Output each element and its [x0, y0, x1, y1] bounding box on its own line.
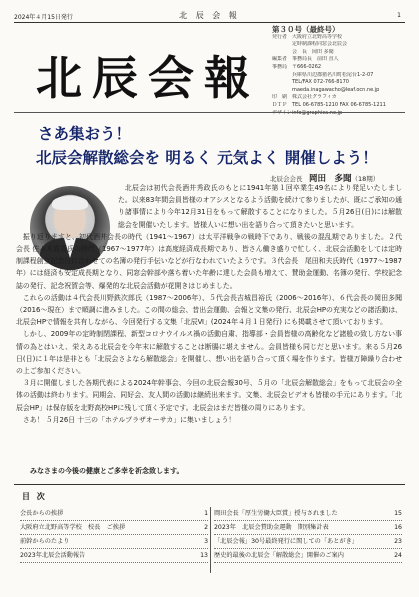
paragraph: 振り返りますと、初代酒井会長の時代（1941～1967）は太平洋戦争の戦時下であり、戦後の混乱期でありました。２代会長 佐々木真喜氏の時代（1967～1977年）は高度経済成長期であり、皆さん働き盛りで忙しく、北辰会活動をしては定時制課程創立記念日に合わせての名簿の発行手伝いなどが行なわれていたようです。３代会長 尾田和夫氏時代（1977～1987年）には経済も安定成長期となり、同窓会幹部や落ち着いた年齢に達した会員も増えて、賛助金運動、名簿の発行、学校記念誌の発行、記念祝賀会等、爆発的な北辰会活動が花開きはじめました。 [16, 232, 402, 290]
table-of-contents [14, 484, 405, 583]
issue-row: TEL/FAX 072-766-8170 [292, 79, 349, 86]
issue-row: 会 長 岡田 多聞 [292, 48, 334, 55]
toc-item[interactable]: 岡田会長「厚生労働大臣賞」授与されました 15 [214, 507, 402, 521]
issue-row: maeda.inagawacho@leaf.ocn.ne.jp [292, 86, 380, 93]
issue-row: ＤＴＰ TEL 06-6785-1210 FAX 06-6785-1211 [272, 101, 386, 108]
headline-line-1: さあ集おう！ [38, 125, 132, 143]
issue-info-box [272, 26, 408, 117]
masthead-title: 北辰会報 [36, 51, 260, 105]
toc-item[interactable]: 2023年 北辰会賛助金運動 期別集計表 16 [214, 521, 402, 535]
headline-rule [14, 112, 405, 113]
issue-row: 編集者 事務局長 前田 直人 [272, 56, 339, 63]
issue-row: 兵庫県川辺郡猪名川町松尾台1-2-07 [292, 71, 374, 78]
headline-line-2: 北辰会解散総会を 明るく 元気よく 開催しよう！ [36, 149, 378, 167]
toc-divider [210, 507, 211, 573]
closing-line: みなさまの今後の健康とご多幸を祈念致します。 [30, 467, 184, 475]
issue-row: 印 刷 株式会社グラフィカ [272, 94, 337, 101]
toc-left-column [20, 507, 208, 563]
paper-name: 北 辰 会 報 [179, 11, 240, 20]
page-number: 1 [397, 12, 401, 19]
toc-title: 目 次 [22, 492, 47, 501]
paragraph: さあ！ ５月26日 十三の「ホテルプラザオーサカ」に集いましょう！ [22, 415, 236, 424]
paragraph: これらの活動は４代会長川野鉄次郎氏（1987～2006年）、５代会長吉城昌裕氏（2006～2016年）、６代会長の岡田多聞（2016～現在）まで順調に進みました。この間の総会、昔出会運動、会報と文集の発行、北辰会HPの充実などの諸活動は、北辰会HPで情報を共有しながら、今回発行する文集「北辰Ⅵ」(2024年４月１日発行) にも掲載させて頂いております。 [16, 293, 402, 327]
paragraph: しかし、2009年の定時制閉課程、新型コロナウイルス禍の活動自粛、指導部・会員皆様の高齢化など諸般の致し方ない事情の為とはいえ、栄えある北辰会を今年末に解散することは断腸に堪えません。会員皆様も同じだと思います。来る５月26日(日)に１年は是非とも「北辰会さよなら解散総会」を開催し、想い出を語り合って頂く場を作ります。皆様万障繰り合わせの上ご参加ください。 [16, 330, 402, 376]
issue-row: デザイン info@graphica.ne.jp [272, 109, 343, 116]
toc-right-column [214, 507, 402, 563]
author-byline: 北辰会会長 岡田 多聞（18期） [270, 174, 380, 184]
issue-row: 事務局 〒666-0262 [272, 63, 322, 70]
top-bar [14, 10, 405, 22]
issue-number: 第３０号（最終号） [272, 25, 340, 34]
issue-row: 定時制課程同窓会北辰会 [292, 41, 348, 48]
toc-item[interactable]: 大阪府立北野高等学校 校長 ご挨拶 2 [20, 521, 208, 535]
header-rule [14, 22, 405, 23]
toc-item[interactable]: 会長からの挨拶 1 [20, 507, 208, 521]
issue-row: 発行者 大阪府立北野高等学校 [272, 33, 343, 40]
toc-item[interactable]: 歴史的最後の北辰会「解散総会」開催のご案内 24 [214, 549, 402, 563]
toc-item[interactable]: 「北辰会報」30号最終発行に関しての「あとがき」 23 [214, 535, 402, 549]
issue-date: 2024年４月15日発行 [14, 14, 73, 21]
author-name: 岡田 多聞 [309, 174, 352, 184]
paragraph: ３月に開催しました各期代表による2024年幹事会、今回の北辰会報30号、５月の「北辰会解散総会」をもって北辰会の全体の活動は終わります。同期会、同好会、友人間の活動は継続出来ます。文集、北辰会ビデオも皆様の手元にあります。「北辰会HP」は保存版を北野高校HPに残して頂く予定です。北辰会はまだ皆様の周りにあります。 [16, 379, 402, 412]
toc-item[interactable]: 前幹からのたより 3 [20, 535, 208, 549]
paragraph: 北辰会は初代会長酒井秀政氏のもとに1941年第１回卒業生49名により発足いたしました。以来83年間会員皆様のオアシスとなるよう活動を続けて参りましたが、既にご承知の通り諸事情により今年12月31日をもって解散することになりました。５月26日(日)には解散総会を開催いたします。皆様人いに想い出を語り合って頂きたいと思います。 [118, 184, 402, 229]
toc-item[interactable]: 2023年北辰会活動報告 13 [20, 549, 208, 563]
article-body [16, 182, 402, 426]
